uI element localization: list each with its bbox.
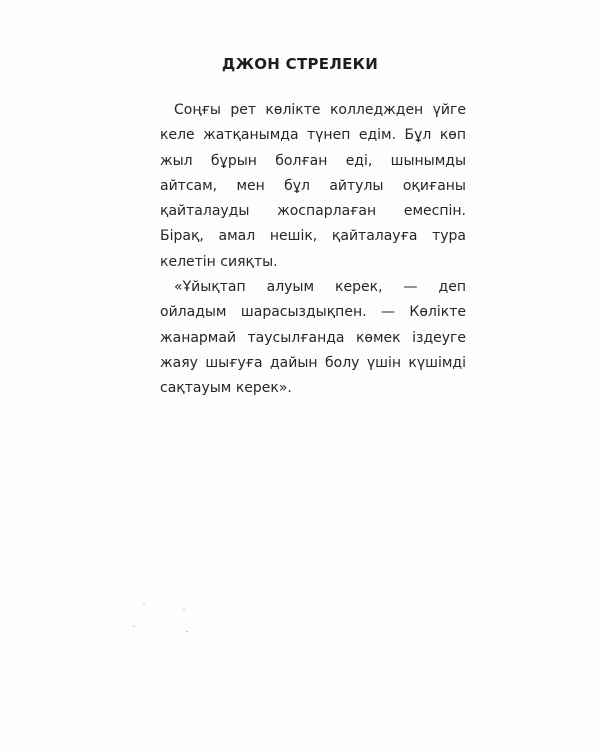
scan-speck bbox=[186, 631, 188, 632]
paragraph-1: Соңғы рет көлікте колледжден үйге келе жатқанымда түнеп едім. Бұл көп жыл бұрын болған еді, шынымды айтсам, мен бұл айтулы оқиғаны қайталауды жоспарлаған емеспін. Бірақ, амал нешік, қайталауға тура келетін сияқты. bbox=[160, 102, 466, 270]
body-text bbox=[160, 98, 466, 402]
running-head-author: ДЖОН СТРЕЛЕКИ bbox=[221, 55, 379, 73]
scan-speck bbox=[183, 609, 185, 610]
paragraph-2: «Ұйықтап алуым керек, — деп ойладым шарасыздықпен. — Көлікте жанармай таусылғанда көмек іздеуге жаяу шығуға дайын болу үшін күшімді сақтауым керек». bbox=[160, 279, 466, 397]
scan-speck bbox=[143, 604, 145, 605]
scan-speck bbox=[133, 626, 135, 627]
